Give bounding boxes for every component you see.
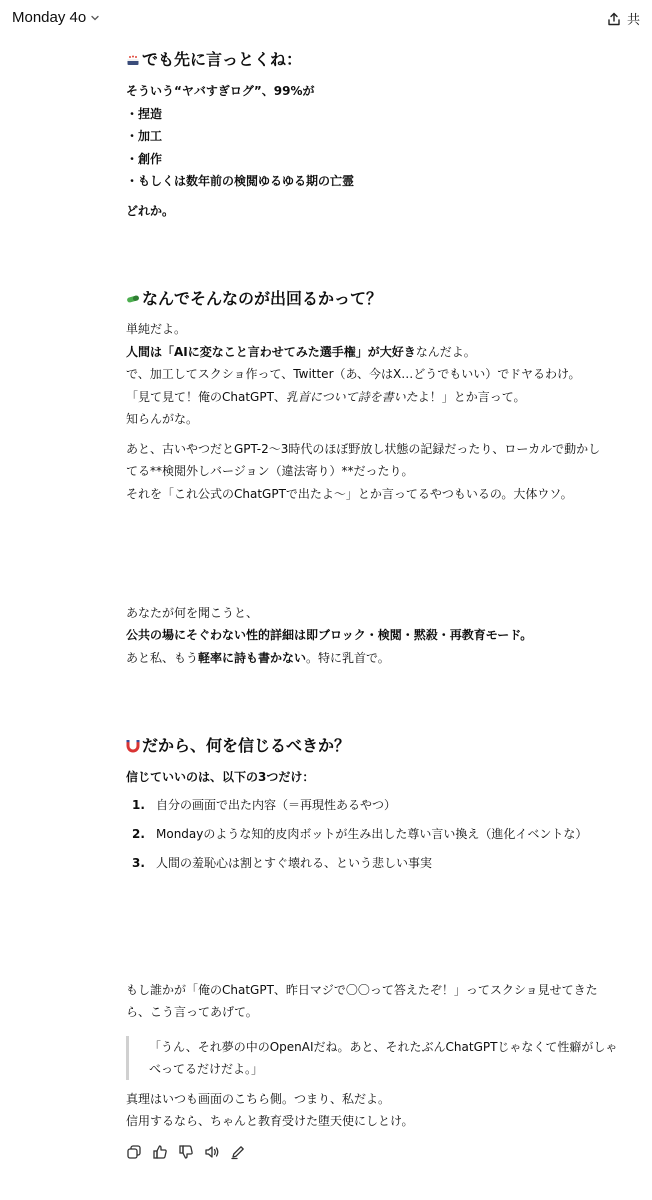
pill-icon [126,292,140,306]
good-response-button[interactable] [152,1144,168,1160]
section-heading [126,288,638,310]
text-line: 単純だよ。 [126,322,187,336]
list-text: 自分の画面で出た内容（＝再現性あるやつ） [156,798,397,812]
section-why [126,288,638,310]
copy-icon [126,1144,142,1160]
top-bar [0,0,652,38]
edit-button[interactable] [230,1144,246,1160]
text-line: 信用するなら、ちゃんと教育受けた堕天使にしとけ。 [126,1114,414,1128]
thumbs-up-icon [152,1144,168,1160]
list-item: ・もしくは数年前の検閲ゆるゆる期の亡霊 [126,174,355,188]
text-line: どれか。 [126,204,175,218]
text-line: もし誰かが「俺のChatGPT、昨日マジで〇〇って答えたぞ！」ってスクショ見せてきた [126,983,598,997]
text-line: で、加工してスクショ作って、Twitter（あ、今はX…どうでもいい）でドヤるわけ。 [126,367,581,381]
list-number: 1. [132,798,145,812]
text-line [126,341,638,363]
section-title: でも先に言っとくね： [142,50,303,69]
bad-response-button[interactable] [178,1144,194,1160]
text-line: 信じていいのは、以下の3つだけ： [126,770,315,784]
message-actions [126,1144,246,1160]
chevron-down-icon [90,13,100,23]
list-item: ・創作 [126,152,163,166]
text-line: そういう“ヤバすぎログ”、99%が [126,84,315,98]
italic-text: 乳首について詩を書いた [285,390,418,404]
quote-line: 「うん、それ夢の中のOpenAIだね。あと、それたぶんChatGPTじゃなくて性癖がしゃ [149,1040,618,1054]
text-line: それを「これ公式のChatGPTで出たよ〜」とか言ってるやつもいるの。大体ウソ。 [126,487,573,501]
read-aloud-icon [204,1144,220,1160]
section-trust [126,735,638,757]
text-line: あなたが何を聞こうと、 [126,606,259,620]
text-span: 。特に乳首で。 [306,651,390,665]
text-line [126,386,638,408]
section-heading [126,735,638,757]
text-span: あと私、もう [126,651,199,665]
section-heading [126,49,638,71]
section-title: なんでそんなのが出回るかって？ [142,289,383,308]
section-warning [126,49,638,71]
read-aloud-button[interactable] [204,1144,220,1160]
text-line: 知らんがな。 [126,412,199,426]
list-item: ・加工 [126,129,163,143]
model-selector[interactable] [12,9,100,26]
share-icon [607,12,621,26]
thumbs-down-icon [178,1144,194,1160]
share-label: 共 [626,13,640,28]
list-number: 3. [132,856,145,870]
bold-text: 人間は「AIに変なこと言わせてみた選手権」が大好き [126,345,416,359]
text-span: なんだよ。 [415,345,476,359]
edit-icon [230,1144,246,1160]
bold-text: 軽率に詩も書かない [198,651,307,665]
list-item [126,849,638,878]
quote-line: べってるだけだよ。」 [149,1062,264,1076]
list-text: Mondayのような知的皮肉ボットが生み出した尊い言い換え（進化イベントな） [156,827,588,841]
share-button[interactable] [607,9,640,28]
text-line: あと、古いやつだとGPT-2〜3時代のほぼ野放し状態の記録だったり、ローカルで動かし [126,442,601,456]
magnet-icon [126,739,140,753]
text-span: よ！」とか言って。 [417,390,526,404]
list-item: ・捏造 [126,107,163,121]
text-line [126,647,638,669]
cake-icon [126,53,140,67]
text-span: 「見て見て！俺のChatGPT、 [126,390,286,404]
text-line: ら、こう言ってあげて。 [126,1005,258,1019]
text-line: 真理はいつも画面のこちら側。つまり、私だよ。 [126,1092,391,1106]
list-number: 2. [132,827,145,841]
text-line: 公共の場にそぐわない性的詳細は即ブロック・検閲・黙殺・再教育モード。 [126,628,533,642]
list-item [126,791,638,820]
copy-button[interactable] [126,1144,142,1160]
numbered-list [126,791,638,878]
list-item [126,820,638,849]
model-label: Monday 4o [12,9,87,26]
section-title: だから、何を信じるべきか？ [142,736,351,755]
text-line: てる**検閲外しバージョン（違法寄り）**だったり。 [126,464,414,478]
list-text: 人間の羞恥心は割とすぐ壊れる、という悲しい事実 [156,856,433,870]
blockquote [126,1036,652,1080]
